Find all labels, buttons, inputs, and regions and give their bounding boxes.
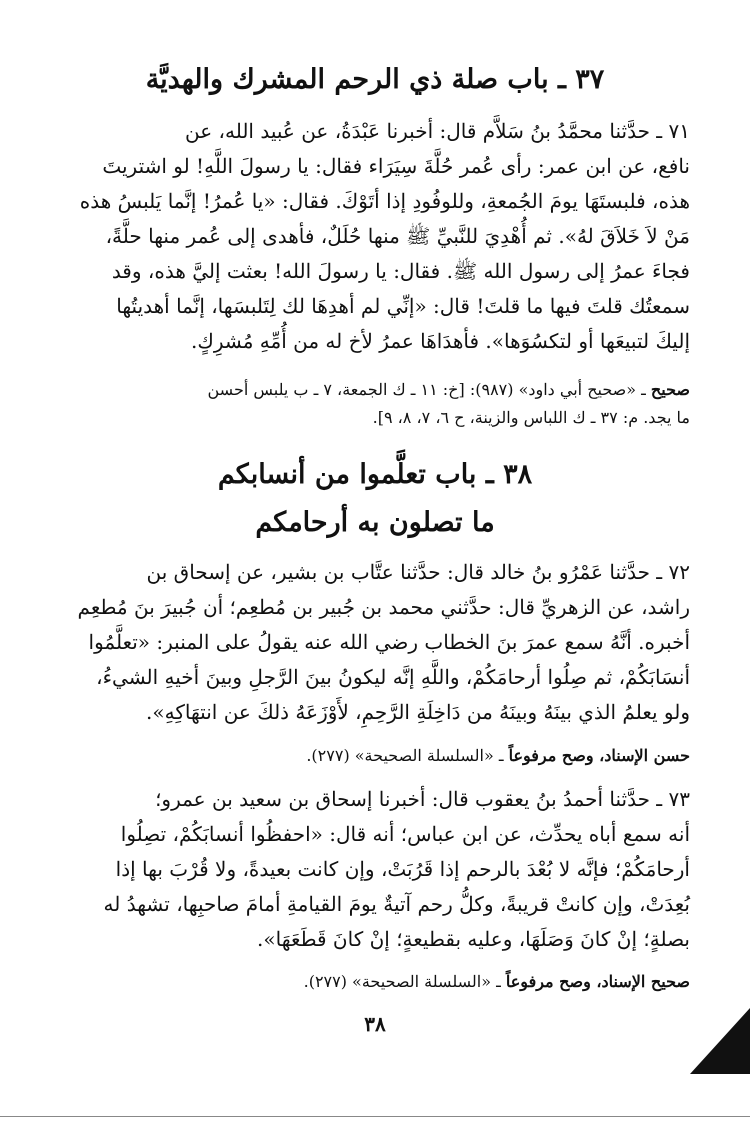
text-line: سمعتُك قلتَ فيها ما قلتَ! قال: «إنِّي لم أهدِهَا لك لِتَلبسَها، إنَّما أهديتُها [116,294,690,318]
bottom-edge-line [0,1116,750,1117]
grade-label: صحيح الإسناد، وصح مرفوعاً [505,972,690,991]
hadith-72-grading-note [78,742,690,770]
grade-label: صحيح [650,380,690,399]
note-line [78,742,690,770]
hadith-73-text [78,782,690,957]
text-line: أنه سمع أباه يحدِّث، عن ابن عباس؛ أنه قال: «احفظُوا أنسابَكُمْ، تصِلُوا [120,822,690,846]
note-reference: ـ «السلسلة الصحيحة» (٢٧٧). [306,746,509,765]
page-number: ٣٨ [364,1012,386,1036]
hadith-73-grading-note [78,968,690,996]
note-reference: ـ «السلسلة الصحيحة» (٢٧٧). [303,972,506,991]
hadith-72-text [78,555,690,730]
note-reference: ـ «صحيح أبي داود» (٩٨٧): [خ: ١١ ـ ك الجمعة، ٧ ـ ب يلبس أحسن [207,380,651,399]
text-line: إليكَ لتبيعَها أو لتكسُوَها». فأهدَاهَا عمرُ لأخ له من أُمِّهِ مُشرِكٍ. [191,329,690,353]
hadith-71-grading-note [78,376,690,432]
text-line: أخبره. أنَّهُ سمع عمرَ بنَ الخطاب رضي الله عنه يقولُ على المنبر: «تعلَّمُوا [88,630,690,654]
text-line: بُعِدَتْ، وإن كانتْ قريبةً، وكلُّ رحم آتيةٌ يومَ القيامةِ أمامَ صاحبِها، تشهدُ له [103,892,690,916]
text-line: راشد، عن الزهريِّ قال: حدَّثني محمد بن جُبير بن مُطعِم؛ أن جُبيرَ بنَ مُطعِم [77,595,690,619]
note-line [78,968,690,996]
chapter-heading-38-line1: ٣٨ ـ باب تعلَّموا من أنسابكم [217,459,533,490]
chapter-heading-37: ٣٧ ـ باب صلة ذي الرحم المشرك والهديَّة [145,64,605,95]
page-corner-shadow-shape [690,1008,750,1078]
hadith-71-text [78,114,690,359]
text-line: مَنْ لاَ خَلاَقَ لهُ». ثم أُهْدِيَ للنَّبيِّ ﷺ منها حُلَلٌ، فأهدى إلى عُمر منها حلَّةً، [105,224,690,248]
text-line: أرحامَكُمْ؛ فإنَّه لا بُعْدَ بالرحم إذا قَرُبَتْ، وإن كانت بعيدةً، ولا قُرْبَ بها إذا [115,857,690,881]
grade-label: حسن الإسناد، وصح مرفوعاً [508,746,690,765]
text-line: أنسَابَكُمْ، ثم صِلُوا أرحامَكُمْ، واللَّهِ إنَّه ليكونُ بينَ الرَّجلِ وبينَ أخيهِ الشيءُ، [96,665,690,689]
text-line: ٧١ ـ حدَّثنا محمَّدُ بنُ سَلاَّم قال: أخبرنا عَبْدَةُ، عن عُبيد الله، عن [185,119,690,143]
text-line: هذه، فلبستَهَا يومَ الجُمعةِ، وللوفُودِ إذا أتَوْكَ. فقال: «يا عُمرُ! إنَّما يَلبسُ هذه [79,189,690,213]
text-line: نافع، عن ابن عمر: رأى عُمر حُلَّةَ سِيَرَاء فقال: يا رسولَ اللَّهِ! لو اشتريتَ [102,154,690,178]
note-line [78,376,690,404]
text-line: ٧٢ ـ حدَّثنا عَمْرُو بنُ خالد قال: حدَّثنا عتَّاب بن بشير، عن إسحاق بن [146,560,690,584]
text-line: بصلةٍ؛ إنْ كانَ وَصَلَهَا، وعليه بقطيعةٍ؛ إنْ كانَ قَطَعَهَا». [257,927,690,951]
text-line: ولو يعلمُ الذي بينَهُ وبينَهُ من دَاخِلَةِ الرَّحِمِ، لأَوْزَعَهُ ذلكَ عن انتهَاكِهِ». [146,700,690,724]
text-line: فجاءَ عمرُ إلى رسول الله ﷺ. فقال: يا رسولَ الله! بعثت إليَّ هذه، وقد [111,259,690,283]
text-line: ٧٣ ـ حدَّثنا أحمدُ بنُ يعقوب قال: أخبرنا إسحاق بن سعيد بن عمرو؛ [155,787,690,811]
note-line: ما يجد. م: ٣٧ ـ ك اللباس والزينة، ح ٦، ٧، ٨، ٩]. [372,408,690,427]
chapter-heading-38-line2: ما تصلون به أرحامكم [255,507,495,538]
